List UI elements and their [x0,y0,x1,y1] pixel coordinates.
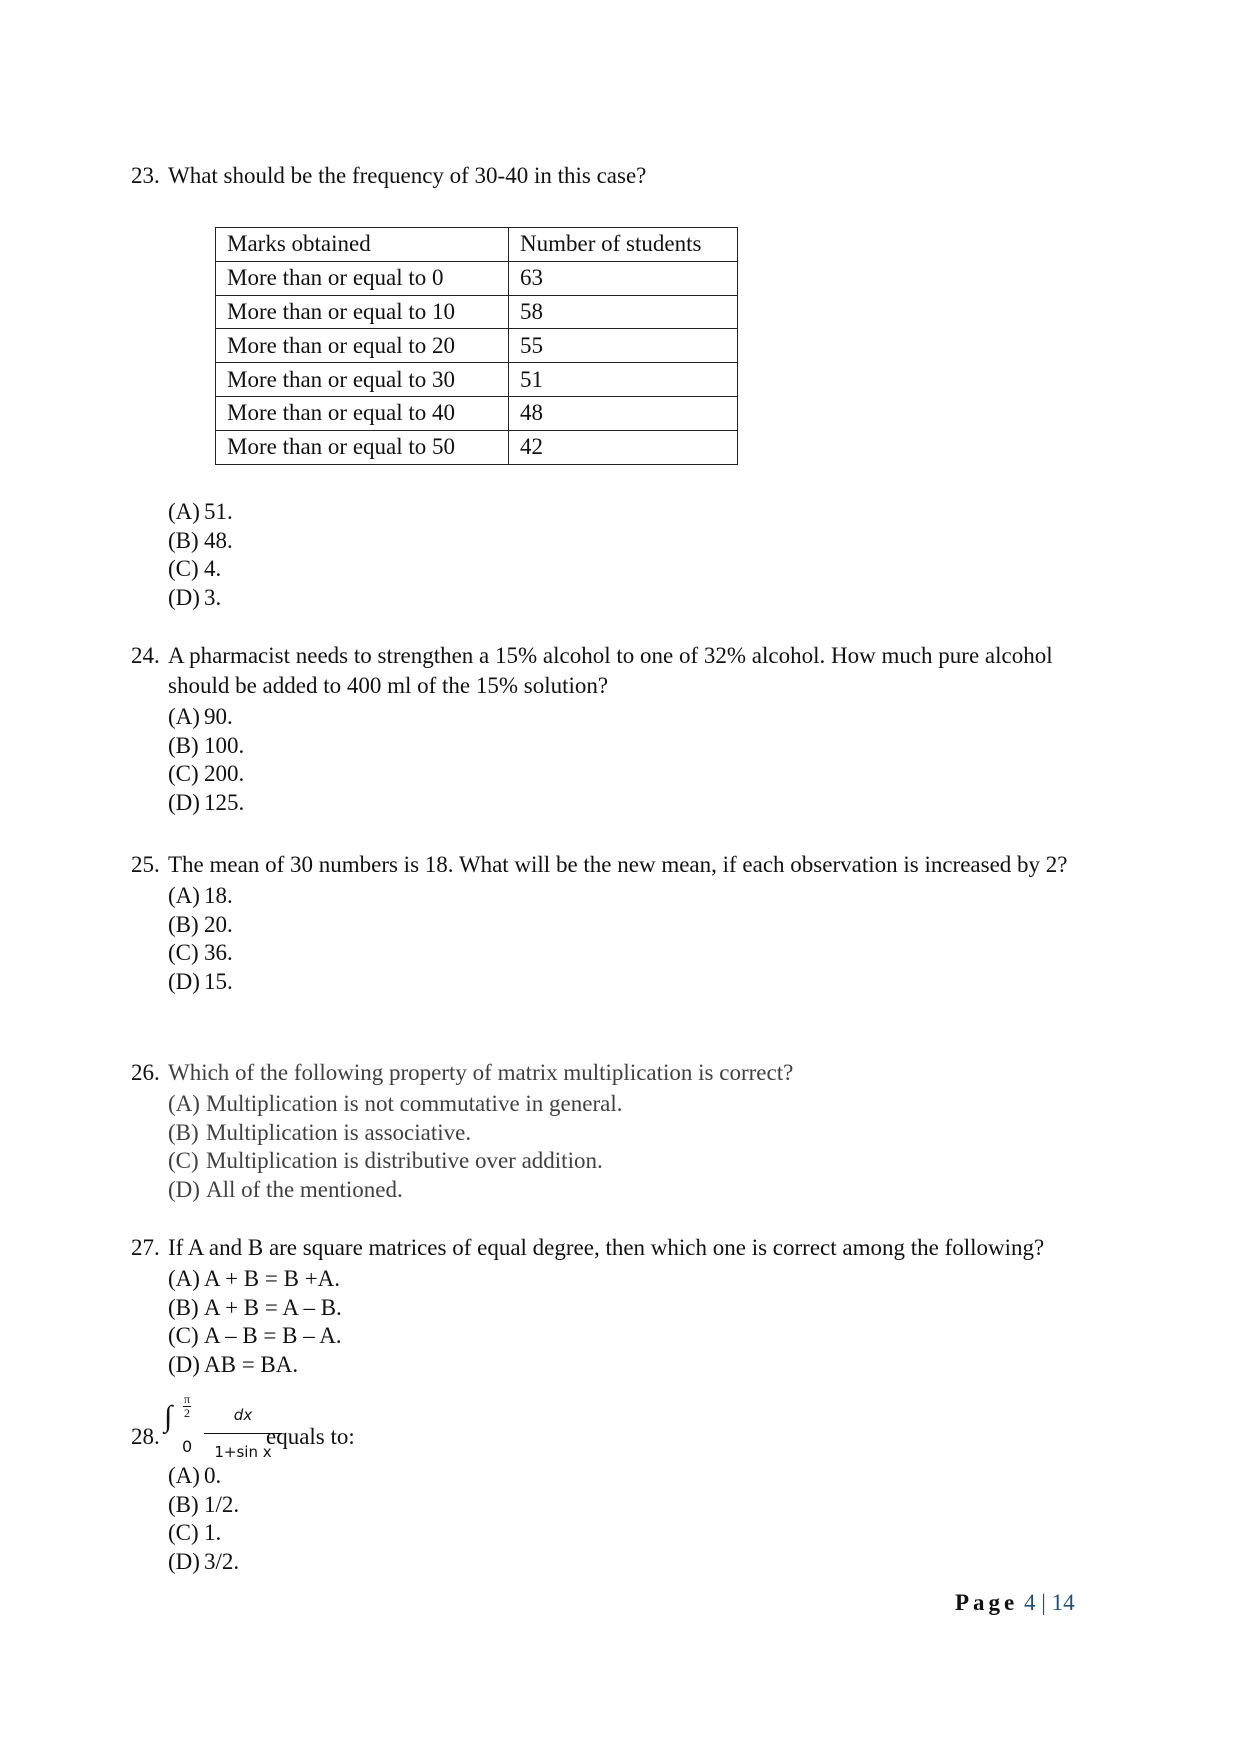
option-d[interactable]: (D) AB = BA. [168,1351,299,1377]
option-list [168,1265,1151,1379]
page-footer [955,1590,1075,1616]
question-23 [131,161,1151,191]
table-cell: More than or equal to 20 [216,329,509,363]
option-b[interactable]: (B) 1/2. [168,1491,240,1517]
integrand-numerator: dx [204,1400,282,1434]
question-number: 26. [131,1060,160,1085]
table-row [216,396,738,430]
total-pages: 14 [1051,1590,1075,1615]
question-text: What should be the frequency of 30-40 in this case? [168,163,647,188]
option-c[interactable]: (C) 36. [168,940,233,965]
table-header-cell: Marks obtained [216,228,509,262]
table-cell: 42 [509,430,738,464]
question-text: Which of the following property of matrix multiplication is correct? [168,1060,794,1085]
question-24 [131,641,1071,817]
option-list [168,498,1151,612]
question-number: 28. [131,1424,160,1449]
table-row [216,261,738,295]
question-27 [131,1233,1151,1379]
question-number: 23. [131,163,160,188]
question-26 [131,1058,1151,1204]
option-c[interactable]: (C) 4. [168,556,222,581]
option-a[interactable]: (A) 90. [168,704,233,729]
question-number: 27. [131,1235,160,1260]
integral-sign: ∫ [164,1400,173,1433]
option-b[interactable]: (B) Multiplication is associative. [168,1119,472,1145]
question-text: A pharmacist needs to strengthen a 15% alcohol to one of 32% alcohol. How much pure alcohol should be added to 400 ml of the 15% solution? [168,643,1053,698]
table-cell: 48 [509,396,738,430]
option-d[interactable]: (D) 3/2. [168,1548,240,1574]
option-d[interactable]: (D) 125. [168,789,245,815]
option-c[interactable]: (C) A – B = B – A. [168,1323,342,1348]
table-cell: More than or equal to 30 [216,363,509,397]
table-header-row [216,228,738,262]
question-text: The mean of 30 numbers is 18. What will be the new mean, if each observation is increased by 2? [168,852,1068,877]
table-cell: More than or equal to 0 [216,261,509,295]
option-d[interactable]: (D) 15. [168,968,233,994]
question-number: 24. [131,643,160,668]
question-text: If A and B are square matrices of equal degree, then which one is correct among the following? [168,1235,1045,1260]
option-b[interactable]: (B) 20. [168,911,233,937]
table-cell: 58 [509,295,738,329]
option-b[interactable]: (B) A + B = A – B. [168,1294,342,1320]
table-cell: More than or equal to 10 [216,295,509,329]
option-list [168,703,1071,817]
integral-upper-limit: π 2 [183,1392,191,1420]
option-a[interactable]: (A) 0. [168,1463,222,1488]
option-a[interactable]: (A) Multiplication is not commutative in general. [168,1091,623,1116]
option-list [168,882,1131,996]
table-header-cell: Number of students [509,228,738,262]
question-line [131,1392,1151,1461]
page-separator: | [1041,1590,1046,1615]
table-row [216,295,738,329]
option-b[interactable]: (B) 48. [168,527,233,553]
option-d[interactable]: (D) 3. [168,584,222,610]
table-cell: More than or equal to 40 [216,396,509,430]
table-cell: 63 [509,261,738,295]
table-row [216,430,738,464]
option-b[interactable]: (B) 100. [168,732,245,758]
option-d[interactable]: (D) All of the mentioned. [168,1176,403,1202]
marks-table [215,227,738,465]
table-row [216,363,738,397]
table-cell: 55 [509,329,738,363]
current-page: 4 [1024,1590,1036,1615]
table-cell: More than or equal to 50 [216,430,509,464]
page-number [1024,1590,1075,1615]
option-c[interactable]: (C) 1. [168,1520,222,1545]
integrand-denominator: 1+sin x [214,1443,272,1461]
page-word: Page [955,1590,1019,1615]
option-a[interactable]: (A) A + B = B +A. [168,1266,341,1291]
table-cell: 51 [509,363,738,397]
option-list [168,1462,1151,1576]
option-a[interactable]: (A) 51. [168,499,233,524]
option-c[interactable]: (C) 200. [168,761,245,786]
option-a[interactable]: (A) 18. [168,883,233,908]
option-list [168,1090,1151,1204]
question-text: equals to: [266,1424,355,1449]
question-25 [131,850,1131,996]
question-28 [131,1392,1151,1576]
question-number: 25. [131,852,160,877]
question-23-options [131,498,1151,612]
integral-lower-limit: 0 [182,1437,193,1456]
table-row [216,329,738,363]
option-c[interactable]: (C) Multiplication is distributive over addition. [168,1148,603,1173]
